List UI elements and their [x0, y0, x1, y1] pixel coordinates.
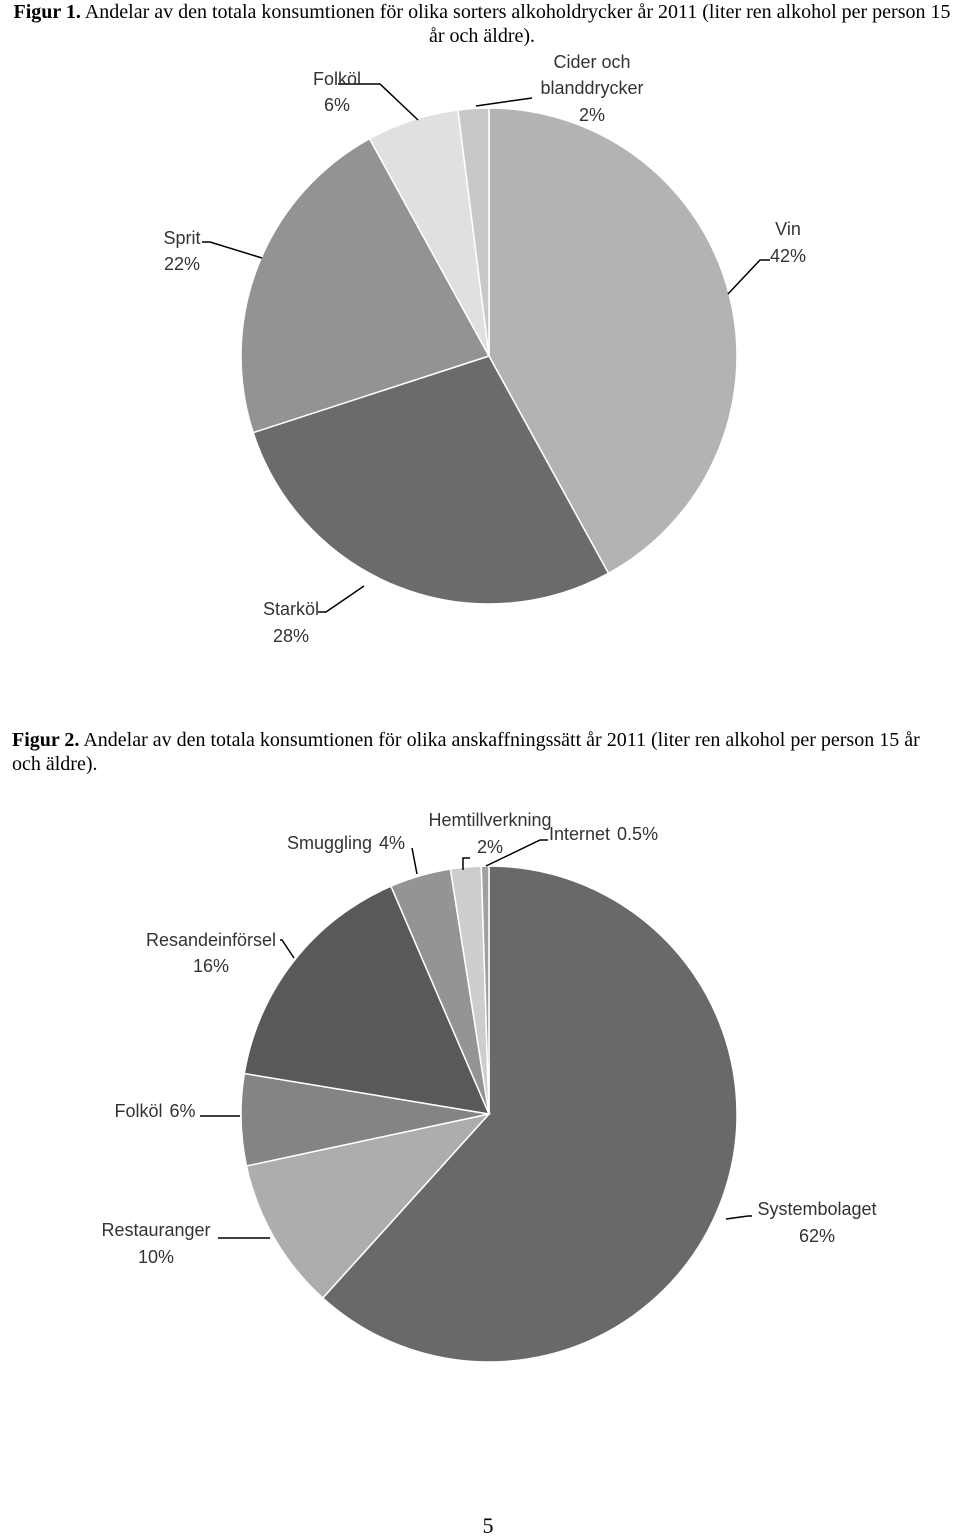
slice-label-starkol: Starköl — [262, 599, 320, 619]
figure-2-caption-text: Andelar av den totala konsumtionen för olika anskaffningssätt år 2011 (liter ren alkohol per person 15 år och äldre). — [12, 729, 920, 775]
slice-label-restauranger: Restauranger — [101, 1220, 211, 1240]
slice-label-cider-line2: blanddrycker — [540, 78, 644, 98]
figure-2-label: Figur 2. — [12, 729, 80, 751]
slice-label-folkol: Folköl — [312, 69, 362, 89]
slice-pct-systembolaget: 62% — [798, 1226, 836, 1246]
slice-pct-resandeinforsel: 16% — [192, 956, 230, 976]
slice-label-hemtillverkning: Hemtillverkning — [428, 810, 552, 830]
leader-line-systembolaget — [726, 1216, 752, 1219]
slice-label-resandeinforsel: Resandeinförsel — [145, 930, 277, 950]
slice-pct-restauranger: 10% — [137, 1247, 175, 1267]
slice-label-folkol-2: Folköl 6% — [114, 1101, 196, 1121]
slice-label-sprit: Sprit — [163, 228, 201, 248]
figure-2-caption — [12, 728, 952, 776]
figure-1-caption-text: Andelar av den totala konsumtionen för olika sorters alkoholdrycker år 2011 (liter ren alkohol per person 15 år och äldre). — [84, 1, 951, 47]
slice-pct-hemtillverkning: 2% — [476, 837, 504, 857]
page-number: 5 — [482, 1513, 494, 1538]
slice-pct-sprit: 22% — [163, 254, 201, 274]
slice-label-systembolaget: Systembolaget — [757, 1199, 877, 1219]
slice-pct-starkol: 28% — [272, 626, 310, 646]
pie-chart-beverage-types — [0, 40, 960, 680]
leader-line-smuggling — [412, 848, 417, 874]
slice-label-smuggling: Smuggling 4% — [286, 833, 406, 853]
slice-label-cider-line1: Cider och — [553, 52, 631, 72]
leader-line-starkol — [318, 586, 364, 612]
leader-line-cider — [476, 98, 532, 106]
leader-line-sprit — [202, 242, 262, 258]
slice-label-internet: Internet 0.5% — [549, 824, 659, 844]
pie-chart-acquisition-methods — [0, 796, 960, 1396]
figure-1-label: Figur 1. — [13, 1, 81, 23]
slice-pct-vin: 42% — [769, 246, 807, 266]
slice-label-vin: Vin — [775, 219, 801, 239]
leader-line-vin — [728, 260, 770, 294]
slice-pct-cider: 2% — [578, 105, 606, 125]
slice-pct-folkol: 6% — [323, 95, 351, 115]
leader-line-resandeinforsel — [280, 940, 294, 958]
